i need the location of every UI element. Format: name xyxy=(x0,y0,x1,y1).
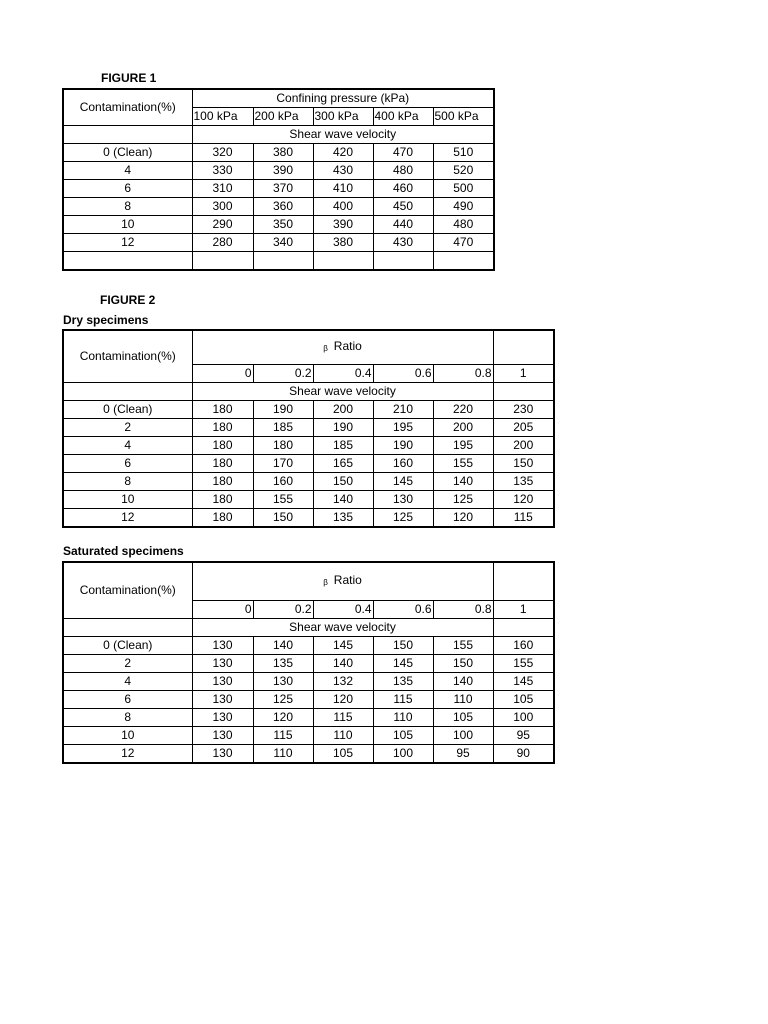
row-label: 10 xyxy=(63,216,192,234)
table-row xyxy=(63,144,494,162)
column-header: 0.6 xyxy=(373,365,433,383)
cell: 380 xyxy=(313,234,373,252)
column-header: 1 xyxy=(493,365,554,383)
cell: 155 xyxy=(433,455,493,473)
cell: 185 xyxy=(313,437,373,455)
row-label: 2 xyxy=(63,419,192,437)
cell: 440 xyxy=(373,216,433,234)
cell: 180 xyxy=(192,473,253,491)
cell: 135 xyxy=(373,673,433,691)
cell: 200 xyxy=(493,437,554,455)
blank-cell xyxy=(493,383,554,401)
cell: 180 xyxy=(192,455,253,473)
table-row xyxy=(63,709,554,727)
cell: 380 xyxy=(253,144,313,162)
cell: 230 xyxy=(493,401,554,419)
cell: 105 xyxy=(493,691,554,709)
cell: 180 xyxy=(192,437,253,455)
cell: 150 xyxy=(493,455,554,473)
row-label: 12 xyxy=(63,234,192,252)
row-label: 6 xyxy=(63,455,192,473)
blank-cell xyxy=(63,126,192,144)
column-header: 0.6 xyxy=(373,601,433,619)
table-row xyxy=(63,473,554,491)
cell: 150 xyxy=(313,473,373,491)
cell: 200 xyxy=(313,401,373,419)
table-row xyxy=(63,162,494,180)
cell: 185 xyxy=(253,419,313,437)
cell: 135 xyxy=(253,655,313,673)
cell: 140 xyxy=(253,637,313,655)
column-header: 0.8 xyxy=(433,601,493,619)
cell: 480 xyxy=(433,216,494,234)
cell: 490 xyxy=(433,198,494,216)
row-label: 6 xyxy=(63,180,192,198)
saturated-specimens-table xyxy=(62,561,555,764)
cell: 130 xyxy=(192,637,253,655)
cell: 500 xyxy=(433,180,494,198)
cell: 145 xyxy=(373,473,433,491)
blank-cell xyxy=(373,252,433,271)
blank-cell xyxy=(313,252,373,271)
cell: 140 xyxy=(433,673,493,691)
cell: 155 xyxy=(253,491,313,509)
cell: 510 xyxy=(433,144,494,162)
row-label: 0 (Clean) xyxy=(63,401,192,419)
cell: 400 xyxy=(313,198,373,216)
ratio-label: Ratio xyxy=(333,573,362,587)
cell: 115 xyxy=(493,509,554,528)
table-row xyxy=(63,216,494,234)
table-row xyxy=(63,234,494,252)
cell: 180 xyxy=(253,437,313,455)
cell: 480 xyxy=(373,162,433,180)
cell: 330 xyxy=(192,162,253,180)
cell: 300 xyxy=(192,198,253,216)
row-label: 12 xyxy=(63,745,192,764)
cell: 130 xyxy=(192,655,253,673)
cell: 150 xyxy=(253,509,313,528)
cell: 115 xyxy=(253,727,313,745)
table-row xyxy=(63,691,554,709)
cell: 130 xyxy=(253,673,313,691)
row-header: Contamination(%) xyxy=(63,330,192,383)
cell: 370 xyxy=(253,180,313,198)
cell: 150 xyxy=(373,637,433,655)
cell: 470 xyxy=(433,234,494,252)
cell: 450 xyxy=(373,198,433,216)
cell: 145 xyxy=(373,655,433,673)
measure-header: Shear wave velocity xyxy=(192,126,494,144)
cell: 130 xyxy=(192,745,253,764)
cell: 130 xyxy=(192,727,253,745)
cell: 195 xyxy=(373,419,433,437)
cell: 190 xyxy=(373,437,433,455)
row-label: 10 xyxy=(63,491,192,509)
blank-cell xyxy=(493,562,554,601)
measure-header: Shear wave velocity xyxy=(192,383,493,401)
row-label: 6 xyxy=(63,691,192,709)
cell: 205 xyxy=(493,419,554,437)
cell: 470 xyxy=(373,144,433,162)
cell: 340 xyxy=(253,234,313,252)
cell: 110 xyxy=(433,691,493,709)
cell: 125 xyxy=(373,509,433,528)
column-header: 0.4 xyxy=(313,601,373,619)
cell: 280 xyxy=(192,234,253,252)
table-row xyxy=(63,637,554,655)
table-row xyxy=(63,437,554,455)
cell: 170 xyxy=(253,455,313,473)
cell: 130 xyxy=(373,491,433,509)
cell: 105 xyxy=(373,727,433,745)
cell: 110 xyxy=(313,727,373,745)
cell: 105 xyxy=(433,709,493,727)
blank-cell xyxy=(493,330,554,365)
row-label: 12 xyxy=(63,509,192,528)
table-row xyxy=(63,180,494,198)
cell: 350 xyxy=(253,216,313,234)
cell: 145 xyxy=(313,637,373,655)
table-row xyxy=(63,673,554,691)
table-row xyxy=(63,745,554,764)
blank-cell xyxy=(253,252,313,271)
cell: 195 xyxy=(433,437,493,455)
cell: 115 xyxy=(373,691,433,709)
cell: 120 xyxy=(493,491,554,509)
cell: 160 xyxy=(373,455,433,473)
column-header: 100 kPa xyxy=(192,108,253,126)
row-label: 4 xyxy=(63,162,192,180)
column-header: 500 kPa xyxy=(433,108,494,126)
table-row xyxy=(63,727,554,745)
blank-cell xyxy=(433,252,494,271)
cell: 110 xyxy=(253,745,313,764)
column-header: 0.2 xyxy=(253,365,313,383)
cell: 290 xyxy=(192,216,253,234)
empty-row xyxy=(63,252,494,271)
cell: 120 xyxy=(433,509,493,528)
cell: 135 xyxy=(313,509,373,528)
row-label: 8 xyxy=(63,709,192,727)
cell: 115 xyxy=(313,709,373,727)
cell: 180 xyxy=(192,491,253,509)
cell: 410 xyxy=(313,180,373,198)
cell: 140 xyxy=(313,655,373,673)
cell: 140 xyxy=(313,491,373,509)
figure-2-title: FIGURE 2 xyxy=(100,293,156,307)
cell: 165 xyxy=(313,455,373,473)
cell: 120 xyxy=(253,709,313,727)
cell: 140 xyxy=(433,473,493,491)
column-header: 0.4 xyxy=(313,365,373,383)
cell: 520 xyxy=(433,162,494,180)
column-header: 0.8 xyxy=(433,365,493,383)
row-label: 2 xyxy=(63,655,192,673)
cell: 150 xyxy=(433,655,493,673)
cell: 95 xyxy=(493,727,554,745)
cell: 130 xyxy=(192,709,253,727)
row-label: 4 xyxy=(63,437,192,455)
figure-1-table xyxy=(62,88,495,271)
cell: 220 xyxy=(433,401,493,419)
cell: 160 xyxy=(493,637,554,655)
cell: 110 xyxy=(373,709,433,727)
row-label: 10 xyxy=(63,727,192,745)
column-header: 0.2 xyxy=(253,601,313,619)
cell: 210 xyxy=(373,401,433,419)
cell: 190 xyxy=(253,401,313,419)
table-row xyxy=(63,455,554,473)
cell: 130 xyxy=(192,691,253,709)
column-header: 1 xyxy=(493,601,554,619)
column-header: 0 xyxy=(192,601,253,619)
cell: 155 xyxy=(433,637,493,655)
cell: 132 xyxy=(313,673,373,691)
table-row xyxy=(63,509,554,528)
figure-1-title: FIGURE 1 xyxy=(101,71,157,85)
column-header: 200 kPa xyxy=(253,108,313,126)
row-label: 4 xyxy=(63,673,192,691)
table-row xyxy=(63,491,554,509)
cell: 430 xyxy=(313,162,373,180)
cell: 120 xyxy=(313,691,373,709)
table-row xyxy=(63,655,554,673)
cell: 100 xyxy=(493,709,554,727)
cell: 125 xyxy=(253,691,313,709)
cell: 135 xyxy=(493,473,554,491)
cell: 180 xyxy=(192,401,253,419)
cell: 390 xyxy=(253,162,313,180)
cell: 310 xyxy=(192,180,253,198)
cell: 160 xyxy=(253,473,313,491)
column-header: 0 xyxy=(192,365,253,383)
beta-symbol: β xyxy=(323,578,328,587)
table-row xyxy=(63,419,554,437)
row-label: 0 (Clean) xyxy=(63,144,192,162)
beta-symbol: β xyxy=(323,344,328,353)
cell: 320 xyxy=(192,144,253,162)
saturated-specimens-title: Saturated specimens xyxy=(63,544,184,558)
blank-cell xyxy=(63,252,192,271)
cell: 390 xyxy=(313,216,373,234)
ratio-label: Ratio xyxy=(333,339,362,353)
cell: 95 xyxy=(433,745,493,764)
row-label: 8 xyxy=(63,198,192,216)
cell: 420 xyxy=(313,144,373,162)
cell: 200 xyxy=(433,419,493,437)
cell: 180 xyxy=(192,419,253,437)
measure-header: Shear wave velocity xyxy=(192,619,493,637)
blank-cell xyxy=(192,252,253,271)
table-row xyxy=(63,198,494,216)
cell: 460 xyxy=(373,180,433,198)
cell: 100 xyxy=(433,727,493,745)
cell: 155 xyxy=(493,655,554,673)
row-header: Contamination(%) xyxy=(63,89,192,126)
cell: 90 xyxy=(493,745,554,764)
cell: 130 xyxy=(192,673,253,691)
row-label: 0 (Clean) xyxy=(63,637,192,655)
column-header: 300 kPa xyxy=(313,108,373,126)
blank-cell xyxy=(63,383,192,401)
blank-cell xyxy=(63,619,192,637)
cell: 430 xyxy=(373,234,433,252)
cell: 180 xyxy=(192,509,253,528)
column-header: 400 kPa xyxy=(373,108,433,126)
dry-specimens-table xyxy=(62,329,555,528)
dry-specimens-title: Dry specimens xyxy=(63,313,149,327)
cell: 145 xyxy=(493,673,554,691)
cell: 190 xyxy=(313,419,373,437)
cell: 125 xyxy=(433,491,493,509)
table-row xyxy=(63,401,554,419)
blank-cell xyxy=(493,619,554,637)
row-header: Contamination(%) xyxy=(63,562,192,619)
group-header xyxy=(192,330,493,365)
cell: 360 xyxy=(253,198,313,216)
cell: 105 xyxy=(313,745,373,764)
group-header: Confining pressure (kPa) xyxy=(192,89,494,108)
cell: 100 xyxy=(373,745,433,764)
row-label: 8 xyxy=(63,473,192,491)
group-header xyxy=(192,562,493,601)
